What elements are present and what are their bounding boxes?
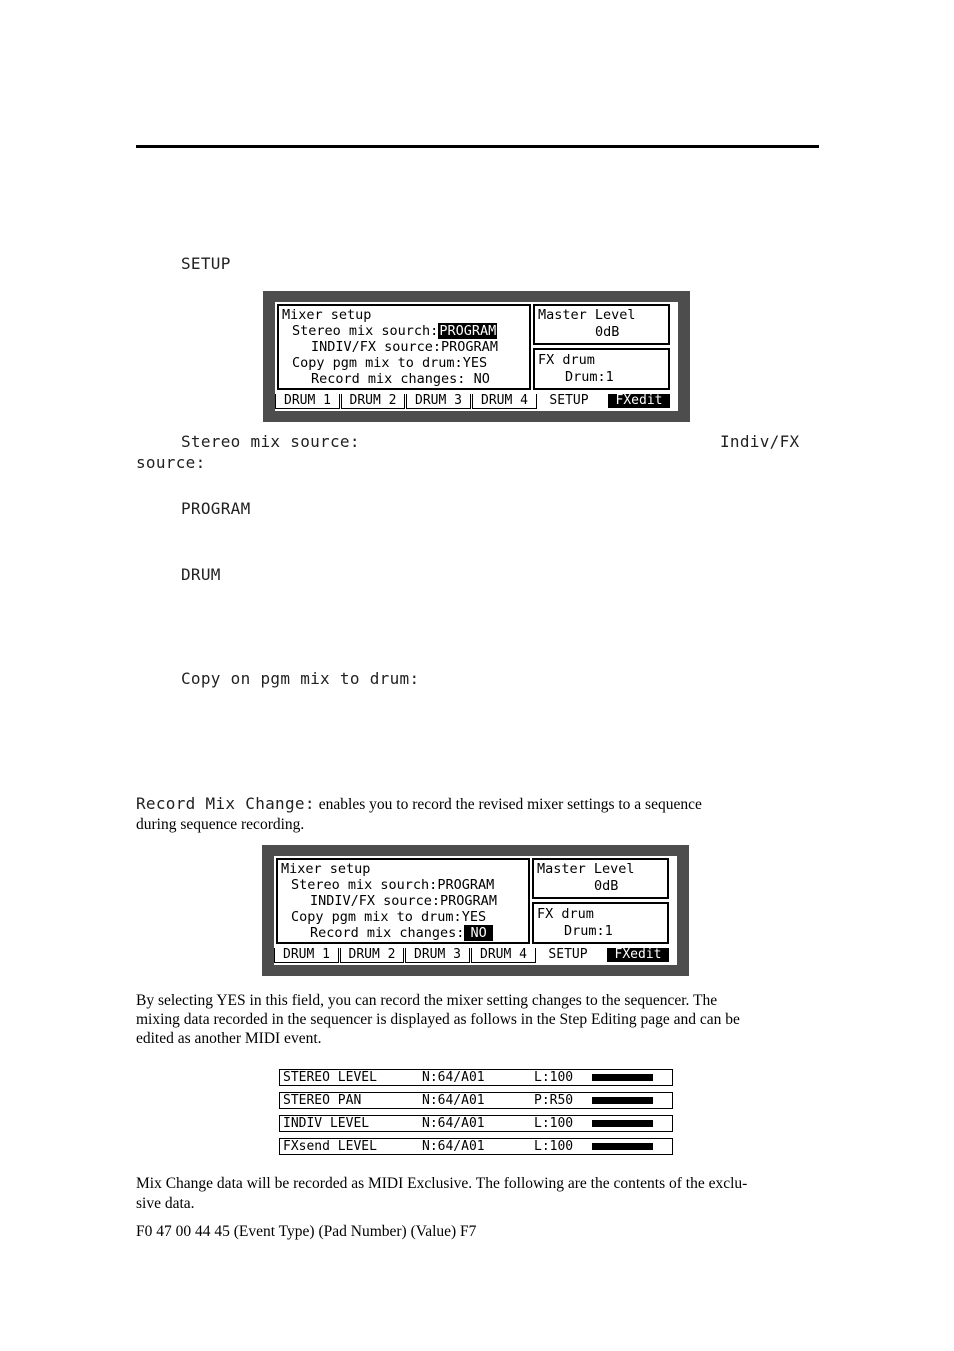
tab-drum-3[interactable]: DRUM 3 — [406, 394, 471, 409]
stereo-mix-value[interactable]: PROGRAM — [437, 877, 495, 893]
event-note: N:64/A01 — [422, 1139, 485, 1154]
indiv-fx-label: INDIV/FX source: — [310, 893, 441, 909]
stereo-mix-value[interactable]: PROGRAM — [439, 323, 497, 339]
record-mix-value[interactable]: NO — [473, 371, 490, 387]
event-note: N:64/A01 — [422, 1093, 485, 1108]
indiv-fx-heading: Indiv/FX — [720, 432, 800, 451]
tab-drum-2[interactable]: DRUM 2 — [341, 394, 405, 409]
tab-setup[interactable]: SETUP — [549, 393, 589, 408]
copy-pgm-label: Copy pgm mix to drum: — [292, 355, 463, 371]
tab-drum-1[interactable]: DRUM 1 — [275, 394, 340, 409]
indiv-fx-value[interactable]: PROGRAM — [440, 893, 497, 909]
tab-drum-2[interactable]: DRUM 2 — [340, 948, 404, 963]
tab-fxedit[interactable]: FXedit — [608, 394, 670, 408]
mixer-setup-box — [277, 304, 531, 390]
fx-drum-label: FX drum — [537, 906, 594, 922]
master-level-box — [532, 858, 669, 899]
tab-drum-4[interactable]: DRUM 4 — [471, 948, 536, 963]
tab-drum-1[interactable]: DRUM 1 — [274, 948, 339, 963]
record-mix-value[interactable]: NO — [464, 925, 492, 941]
stereo-mix-label: Stereo mix sourch: — [292, 323, 439, 339]
event-note: N:64/A01 — [422, 1070, 485, 1085]
mixer-setup-box — [276, 858, 530, 944]
header-rule — [136, 145, 819, 148]
event-row-stereo-pan[interactable] — [279, 1092, 673, 1109]
event-row-indiv-level[interactable] — [279, 1115, 673, 1132]
copy-pgm-value[interactable]: YES — [461, 909, 487, 925]
mix-change-line-2: sive data. — [136, 1195, 195, 1212]
lcd-panel-2 — [262, 845, 689, 976]
soft-key-tabs — [274, 946, 677, 965]
copy-pgm-label: Copy pgm mix to drum: — [291, 909, 462, 925]
record-mix-label: Record mix changes: — [311, 371, 466, 387]
record-mix-row[interactable] — [311, 371, 490, 387]
master-level-value[interactable]: 0dB — [595, 324, 620, 340]
lcd-panel-1 — [263, 291, 690, 422]
mix-change-line-1: Mix Change data will be recorded as MIDI Exclusive. The following are the contents of the exclu- — [136, 1175, 748, 1192]
indiv-fx-source-row[interactable] — [310, 893, 497, 909]
master-level-value[interactable]: 0dB — [594, 878, 619, 894]
record-desc-line-2: during sequence recording. — [136, 816, 305, 833]
tab-drum-3[interactable]: DRUM 3 — [405, 948, 470, 963]
sysex-format: F0 47 00 44 45 (Event Type) (Pad Number) (Value) F7 — [136, 1223, 477, 1240]
event-row-stereo-level[interactable] — [279, 1069, 673, 1086]
record-desc-line-1: enables you to record the revised mixer settings to a sequence — [318, 796, 702, 813]
record-mix-label: Record mix changes: — [310, 925, 465, 941]
mixer-setup-title: Mixer setup — [282, 307, 372, 323]
selecting-yes-line-1: By selecting YES in this field, you can record the mixer setting changes to the sequencer. The — [136, 992, 718, 1009]
fx-drum-box — [533, 348, 670, 390]
indiv-fx-source-row[interactable] — [311, 339, 498, 355]
event-value: L:100 — [534, 1070, 574, 1085]
event-type: FXsend LEVEL — [283, 1139, 377, 1154]
event-note: N:64/A01 — [422, 1116, 485, 1131]
tab-setup[interactable]: SETUP — [548, 947, 588, 962]
program-heading: PROGRAM — [181, 499, 251, 518]
drum-heading: DRUM — [181, 565, 221, 584]
master-level-box — [533, 304, 670, 345]
fx-drum-label: FX drum — [538, 352, 595, 368]
copy-pgm-value[interactable]: YES — [462, 355, 488, 371]
fx-drum-value[interactable]: Drum:1 — [564, 923, 613, 939]
stereo-mix-source-row[interactable] — [292, 323, 497, 339]
stereo-mix-label: Stereo mix sourch: — [291, 877, 438, 893]
record-mix-change-para — [136, 794, 702, 814]
copy-pgm-row[interactable] — [292, 355, 487, 371]
indiv-fx-value[interactable]: PROGRAM — [441, 339, 498, 355]
event-value: P:R50 — [534, 1093, 574, 1108]
stereo-mix-source-heading: Stereo mix source: — [181, 432, 360, 451]
setup-heading: SETUP — [181, 254, 231, 273]
record-mix-row[interactable] — [310, 925, 493, 941]
event-type: INDIV LEVEL — [283, 1116, 370, 1131]
master-level-label: Master Level — [537, 861, 635, 877]
master-level-label: Master Level — [538, 307, 636, 323]
event-level-bar — [592, 1143, 653, 1150]
stereo-mix-source-row[interactable] — [291, 877, 494, 893]
event-type: STEREO PAN — [283, 1093, 362, 1108]
fx-drum-value[interactable]: Drum:1 — [565, 369, 614, 385]
record-mix-change-heading: Record Mix Change: — [136, 794, 315, 813]
mixer-setup-title: Mixer setup — [281, 861, 371, 877]
selecting-yes-line-2: mixing data recorded in the sequencer is displayed as follows in the Step Editing page and can be — [136, 1011, 740, 1028]
indiv-fx-label: INDIV/FX source: — [311, 339, 442, 355]
event-value: L:100 — [534, 1139, 574, 1154]
event-level-bar — [592, 1074, 653, 1081]
selecting-yes-line-3: edited as another MIDI event. — [136, 1030, 322, 1047]
event-value: L:100 — [534, 1116, 574, 1131]
lcd-screen — [275, 302, 678, 411]
tab-fxedit[interactable]: FXedit — [607, 948, 669, 962]
soft-key-tabs — [275, 392, 678, 411]
event-row-fxsend-level[interactable] — [279, 1138, 673, 1155]
event-level-bar — [592, 1120, 653, 1127]
event-type: STEREO LEVEL — [283, 1070, 377, 1085]
event-level-bar — [592, 1097, 653, 1104]
tab-drum-4[interactable]: DRUM 4 — [472, 394, 537, 409]
source-heading: source: — [136, 453, 206, 472]
fx-drum-box — [532, 902, 669, 944]
copy-pgm-row[interactable] — [291, 909, 486, 925]
copy-pgm-heading: Copy on pgm mix to drum: — [181, 669, 420, 688]
lcd-screen — [274, 856, 677, 965]
